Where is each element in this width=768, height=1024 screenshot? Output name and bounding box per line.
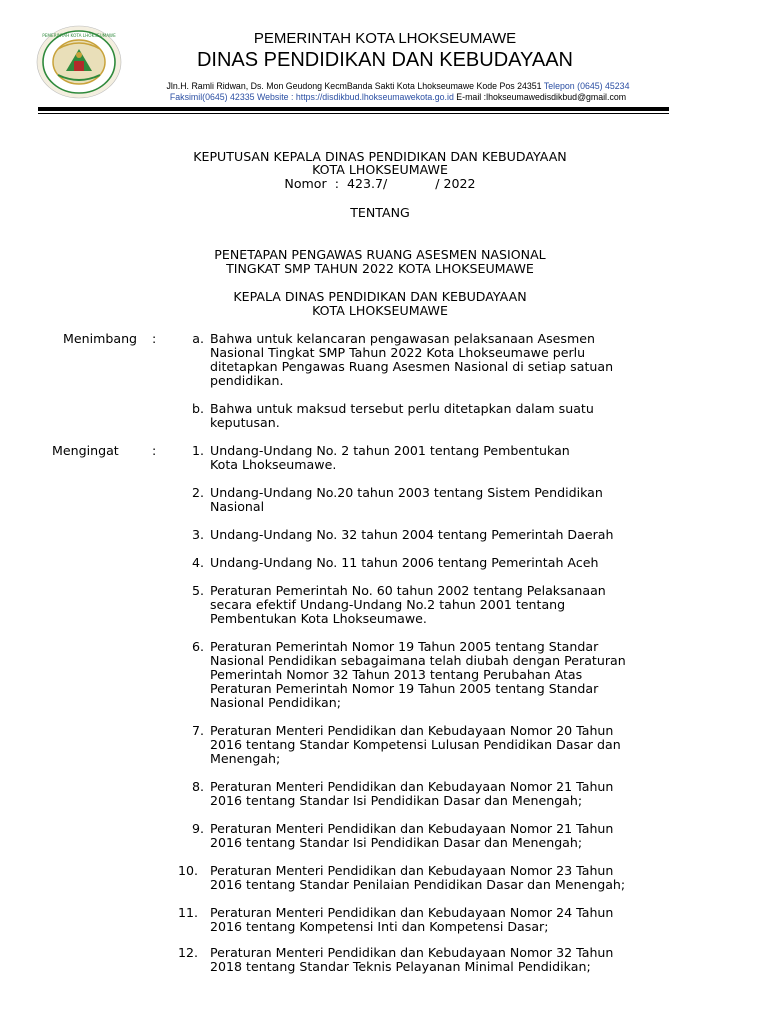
item-line: Bahwa untuk maksud tersebut perlu ditetapkan dalam suatu: [210, 401, 594, 416]
email-text: E-mail :lhokseumawedisdikbud@gmail.com: [456, 92, 627, 102]
menimbang-marker-a: a.: [192, 331, 204, 346]
item-line: Peraturan Menteri Pendidikan dan Kebudayaan Nomor 20 Tahun: [210, 723, 614, 738]
mengingat-item-7: [210, 724, 672, 766]
issuer-heading: KEPALA DINAS PENDIDIKAN DAN KEBUDAYAAN: [233, 289, 527, 304]
decree-number: Nomor : 423.7/ / 2022: [284, 176, 476, 191]
mengingat-item-4: [210, 556, 672, 570]
tentang-heading: TENTANG: [350, 205, 410, 220]
item-line: Pembentukan Kota Lhokseumawe.: [210, 611, 427, 626]
item-line: 2016 tentang Standar Isi Pendidikan Dasar dan Menengah;: [210, 793, 583, 808]
item-line: Nasional Pendidikan sebagaimana telah diubah dengan Peraturan: [210, 653, 626, 668]
item-line: 2018 tentang Standar Teknis Pelayanan Minimal Pendidikan;: [210, 959, 591, 974]
mengingat-item-2: [210, 486, 672, 514]
item-line: Kota Lhokseumawe.: [210, 457, 337, 472]
item-line: Pemerintah Nomor 32 Tahun 2013 tentang Perubahan Atas: [210, 667, 583, 682]
item-line: Peraturan Menteri Pendidikan dan Kebudayaan Nomor 32 Tahun: [210, 945, 614, 960]
mengingat-item-12: [210, 946, 672, 974]
item-line: Undang-Undang No. 2 tahun 2001 tentang Pembentukan: [210, 443, 570, 458]
subject-line: PENETAPAN PENGAWAS RUANG ASESMEN NASIONAL: [214, 247, 546, 262]
item-line: Undang-Undang No. 11 tahun 2006 tentang Pemerintah Aceh: [210, 555, 599, 570]
mengingat-item-3: [210, 528, 672, 542]
item-line: pendidikan.: [210, 373, 284, 388]
mengingat-marker-9: 9.: [191, 821, 204, 836]
decree-title: KEPUTUSAN KEPALA DINAS PENDIDIKAN DAN KEBUDAYAAN: [193, 149, 567, 164]
item-line: Peraturan Menteri Pendidikan dan Kebudayaan Nomor 21 Tahun: [210, 821, 614, 836]
subject-line-2: TINGKAT SMP TAHUN 2022 KOTA LHOKSEUMAWE: [226, 261, 534, 276]
mengingat-marker-5: 5.: [191, 583, 204, 598]
menimbang-item-a: [210, 332, 672, 388]
mengingat-marker-12: 12.: [177, 945, 198, 960]
mengingat-label: Mengingat: [52, 443, 119, 458]
mengingat-item-11: [210, 906, 672, 934]
mengingat-marker-11: 11.: [177, 905, 198, 920]
menimbang-label: Menimbang: [63, 331, 138, 346]
item-line: Nasional Tingkat SMP Tahun 2022 Kota Lhokseumawe perlu: [210, 345, 586, 360]
item-line: Peraturan Menteri Pendidikan dan Kebudayaan Nomor 24 Tahun: [210, 905, 614, 920]
logo-emblem-text: PEMERINTAH KOTA LHOKSEUMAWE: [42, 33, 116, 38]
mengingat-colon: :: [152, 443, 157, 458]
mengingat-marker-1: 1.: [191, 443, 204, 458]
mengingat-marker-8: 8.: [191, 779, 204, 794]
city-emblem-logo: [36, 25, 122, 99]
menimbang-marker-b: b.: [192, 401, 204, 416]
item-line: 2016 tentang Standar Kompetensi Lulusan Pendidikan Dasar dan: [210, 737, 621, 752]
mengingat-marker-10: 10.: [177, 863, 198, 878]
item-line: Nasional Pendidikan;: [210, 695, 341, 710]
agency-name: DINAS PENDIDIKAN DAN KEBUDAYAAN: [196, 49, 573, 71]
menimbang-item-b: [210, 402, 672, 430]
mengingat-marker-2: 2.: [191, 485, 204, 500]
address-line: [118, 81, 678, 91]
mengingat-item-8: [210, 780, 672, 808]
menimbang-colon: :: [152, 331, 157, 346]
mengingat-marker-4: 4.: [191, 555, 204, 570]
mengingat-marker-3: 3.: [191, 527, 204, 542]
item-line: Peraturan Menteri Pendidikan dan Kebudayaan Nomor 23 Tahun: [210, 863, 614, 878]
issuer-heading-city: KOTA LHOKSEUMAWE: [312, 303, 448, 318]
item-line: Nasional: [210, 499, 265, 514]
government-name: PEMERINTAH KOTA LHOKSEUMAWE: [253, 30, 517, 47]
mengingat-item-10: [210, 864, 672, 892]
mengingat-marker-6: 6.: [191, 639, 204, 654]
item-line: Undang-Undang No. 32 tahun 2004 tentang Pemerintah Daerah: [210, 527, 614, 542]
item-line: Peraturan Pemerintah Nomor 19 Tahun 2005 tentang Standar: [210, 681, 599, 696]
item-line: keputusan.: [210, 415, 280, 430]
address-text: Jln.H. Ramli Ridwan, Ds. Mon Geudong KecmBanda Sakti Kota Lhokseumawe Kode Pos 24351: [166, 81, 542, 91]
item-line: Peraturan Pemerintah No. 60 tahun 2002 tentang Pelaksanaan: [210, 583, 606, 598]
item-line: Bahwa untuk kelancaran pengawasan pelaksanaan Asesmen: [210, 331, 595, 346]
item-line: Peraturan Pemerintah Nomor 19 Tahun 2005 tentang Standar: [210, 639, 599, 654]
mengingat-marker-7: 7.: [191, 723, 204, 738]
letterhead-rule-thick: [38, 107, 669, 111]
item-line: ditetapkan Pengawas Ruang Asesmen Nasional di setiap satuan: [210, 359, 614, 374]
contact-line: [118, 92, 678, 102]
mengingat-item-5: [210, 584, 672, 626]
item-line: Peraturan Menteri Pendidikan dan Kebudayaan Nomor 21 Tahun: [210, 779, 614, 794]
decree-title-city: KOTA LHOKSEUMAWE: [312, 162, 448, 177]
item-line: secara efektif Undang-Undang No.2 tahun 2001 tentang: [210, 597, 566, 612]
item-line: Undang-Undang No.20 tahun 2003 tentang Sistem Pendidikan: [210, 485, 603, 500]
phone-text: Telepon (0645) 45234: [543, 81, 630, 91]
item-line: Menengah;: [210, 751, 281, 766]
item-line: 2016 tentang Kompetensi Inti dan Kompetensi Dasar;: [210, 919, 549, 934]
mengingat-item-1: [210, 444, 672, 472]
mengingat-item-9: [210, 822, 672, 850]
mengingat-item-6: [210, 640, 672, 710]
item-line: 2016 tentang Standar Penilaian Pendidikan Dasar dan Menengah;: [210, 877, 626, 892]
letterhead-rule-thin: [38, 113, 669, 114]
item-line: 2016 tentang Standar Isi Pendidikan Dasar dan Menengah;: [210, 835, 583, 850]
fax-website-text: Faksimil(0645) 42335 Website : https://disdikbud.lhokseumawekota.go.id: [169, 92, 454, 102]
